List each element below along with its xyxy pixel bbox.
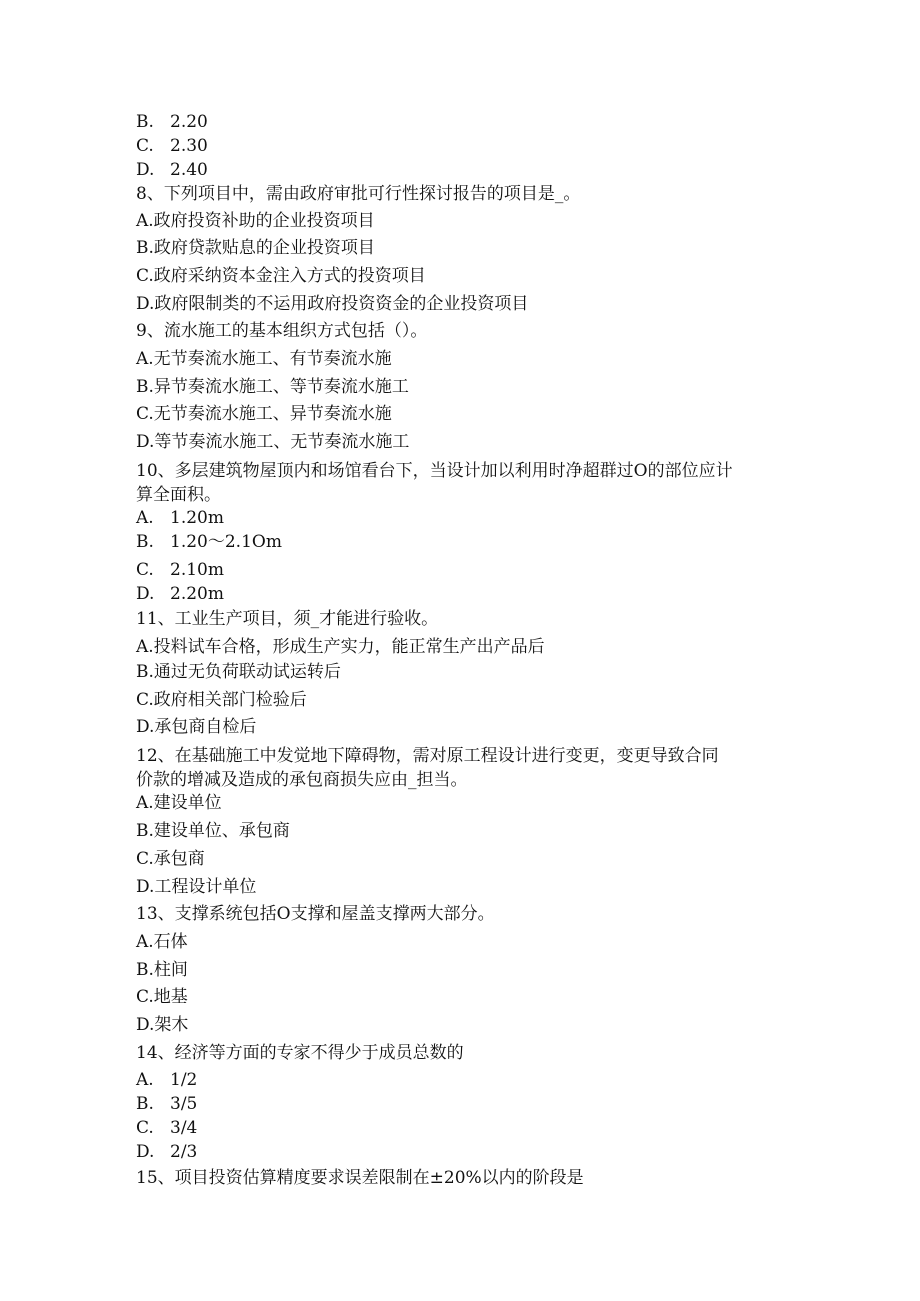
question-text: 15、项目投资估算精度要求误差限制在±20%以内的阶段是 xyxy=(136,1168,584,1188)
option-letter: C. xyxy=(136,136,154,156)
option-line xyxy=(136,1069,197,1091)
option-line xyxy=(136,583,224,605)
choice-text: B.政府贷款贴息的企业投资项目 xyxy=(136,238,375,258)
option-letter: B. xyxy=(136,112,154,132)
option-text: 1/2 xyxy=(170,1070,198,1090)
choice-text: A.无节奏流水施工、有节奏流水施 xyxy=(136,349,392,369)
option-text: 2.30 xyxy=(170,136,208,156)
option-line xyxy=(136,507,224,529)
choice-text: A.政府投资补助的企业投资项目 xyxy=(136,211,375,231)
choice-text: B.柱间 xyxy=(136,960,188,980)
option-letter: B. xyxy=(136,532,154,552)
option-line xyxy=(136,559,224,581)
choice-text: B.建设单位、承包商 xyxy=(136,821,290,841)
choice-text: C.政府相关部门检验后 xyxy=(136,690,307,710)
option-letter: D. xyxy=(136,160,155,180)
option-letter: A. xyxy=(136,508,154,528)
choice-text: D.承包商自检后 xyxy=(136,717,257,737)
choice-text: A.投料试车合格，形成生产实力，能正常生产出产品后 xyxy=(136,637,545,657)
option-letter: C. xyxy=(136,1118,154,1138)
option-text: 2/3 xyxy=(170,1142,198,1162)
question-text: 13、支撑系统包括O支撑和屋盖支撑两大部分。 xyxy=(136,904,495,924)
option-letter: D. xyxy=(136,1142,155,1162)
option-text: 1.20m xyxy=(170,508,224,528)
question-text: 12、在基础施工中发觉地下障碍物，需对原工程设计进行变更，变更导致合同 xyxy=(136,746,719,766)
choice-text: D.政府限制类的不运用政府投资资金的企业投资项目 xyxy=(136,294,529,314)
choice-text: D.等节奏流水施工、无节奏流水施工 xyxy=(136,432,410,452)
option-line xyxy=(136,1093,197,1115)
option-letter: A. xyxy=(136,1070,154,1090)
question-text: 9、流水施工的基本组织方式包括（）。 xyxy=(136,321,428,341)
option-text: 3/4 xyxy=(170,1118,198,1138)
choice-text: A.石体 xyxy=(136,932,188,952)
option-text: 2.40 xyxy=(170,160,208,180)
option-letter: C. xyxy=(136,560,154,580)
option-text: 2.20m xyxy=(170,584,224,604)
choice-text: C.承包商 xyxy=(136,849,205,869)
choice-text: A.建设单位 xyxy=(136,793,222,813)
option-line xyxy=(136,111,208,133)
option-text: 2.20 xyxy=(170,112,208,132)
choice-text: C.地基 xyxy=(136,987,188,1007)
question-text: 11、工业生产项目，须_才能进行验收。 xyxy=(136,609,439,629)
option-line xyxy=(136,135,208,157)
question-text: 14、经济等方面的专家不得少于成员总数的 xyxy=(136,1043,464,1063)
question-text: 算全面积。 xyxy=(136,485,221,505)
choice-text: D.工程设计单位 xyxy=(136,877,257,897)
question-text: 8、下列项目中，需由政府审批可行性探讨报告的项目是_。 xyxy=(136,184,581,204)
option-text: 3/5 xyxy=(170,1094,198,1114)
question-text: 10、多层建筑物屋顶内和场馆看台下，当设计加以利用时净超群过O的部位应计 xyxy=(136,461,733,481)
choice-text: B.异节奏流水施工、等节奏流水施工 xyxy=(136,377,409,397)
choice-text: C.政府采纳资本金注入方式的投资项目 xyxy=(136,266,426,286)
option-line xyxy=(136,1141,197,1163)
option-line xyxy=(136,159,208,181)
option-letter: D. xyxy=(136,584,155,604)
option-line xyxy=(136,1117,197,1139)
question-text: 价款的增减及造成的承包商损失应由_担当。 xyxy=(136,770,468,790)
option-letter: B. xyxy=(136,1094,154,1114)
choice-text: D.架木 xyxy=(136,1015,189,1035)
option-line xyxy=(136,531,282,553)
choice-text: C.无节奏流水施工、异节奏流水施 xyxy=(136,404,392,424)
option-text: 1.20～2.1Om xyxy=(170,532,282,552)
option-text: 2.10m xyxy=(170,560,224,580)
choice-text: B.通过无负荷联动试运转后 xyxy=(136,662,341,682)
